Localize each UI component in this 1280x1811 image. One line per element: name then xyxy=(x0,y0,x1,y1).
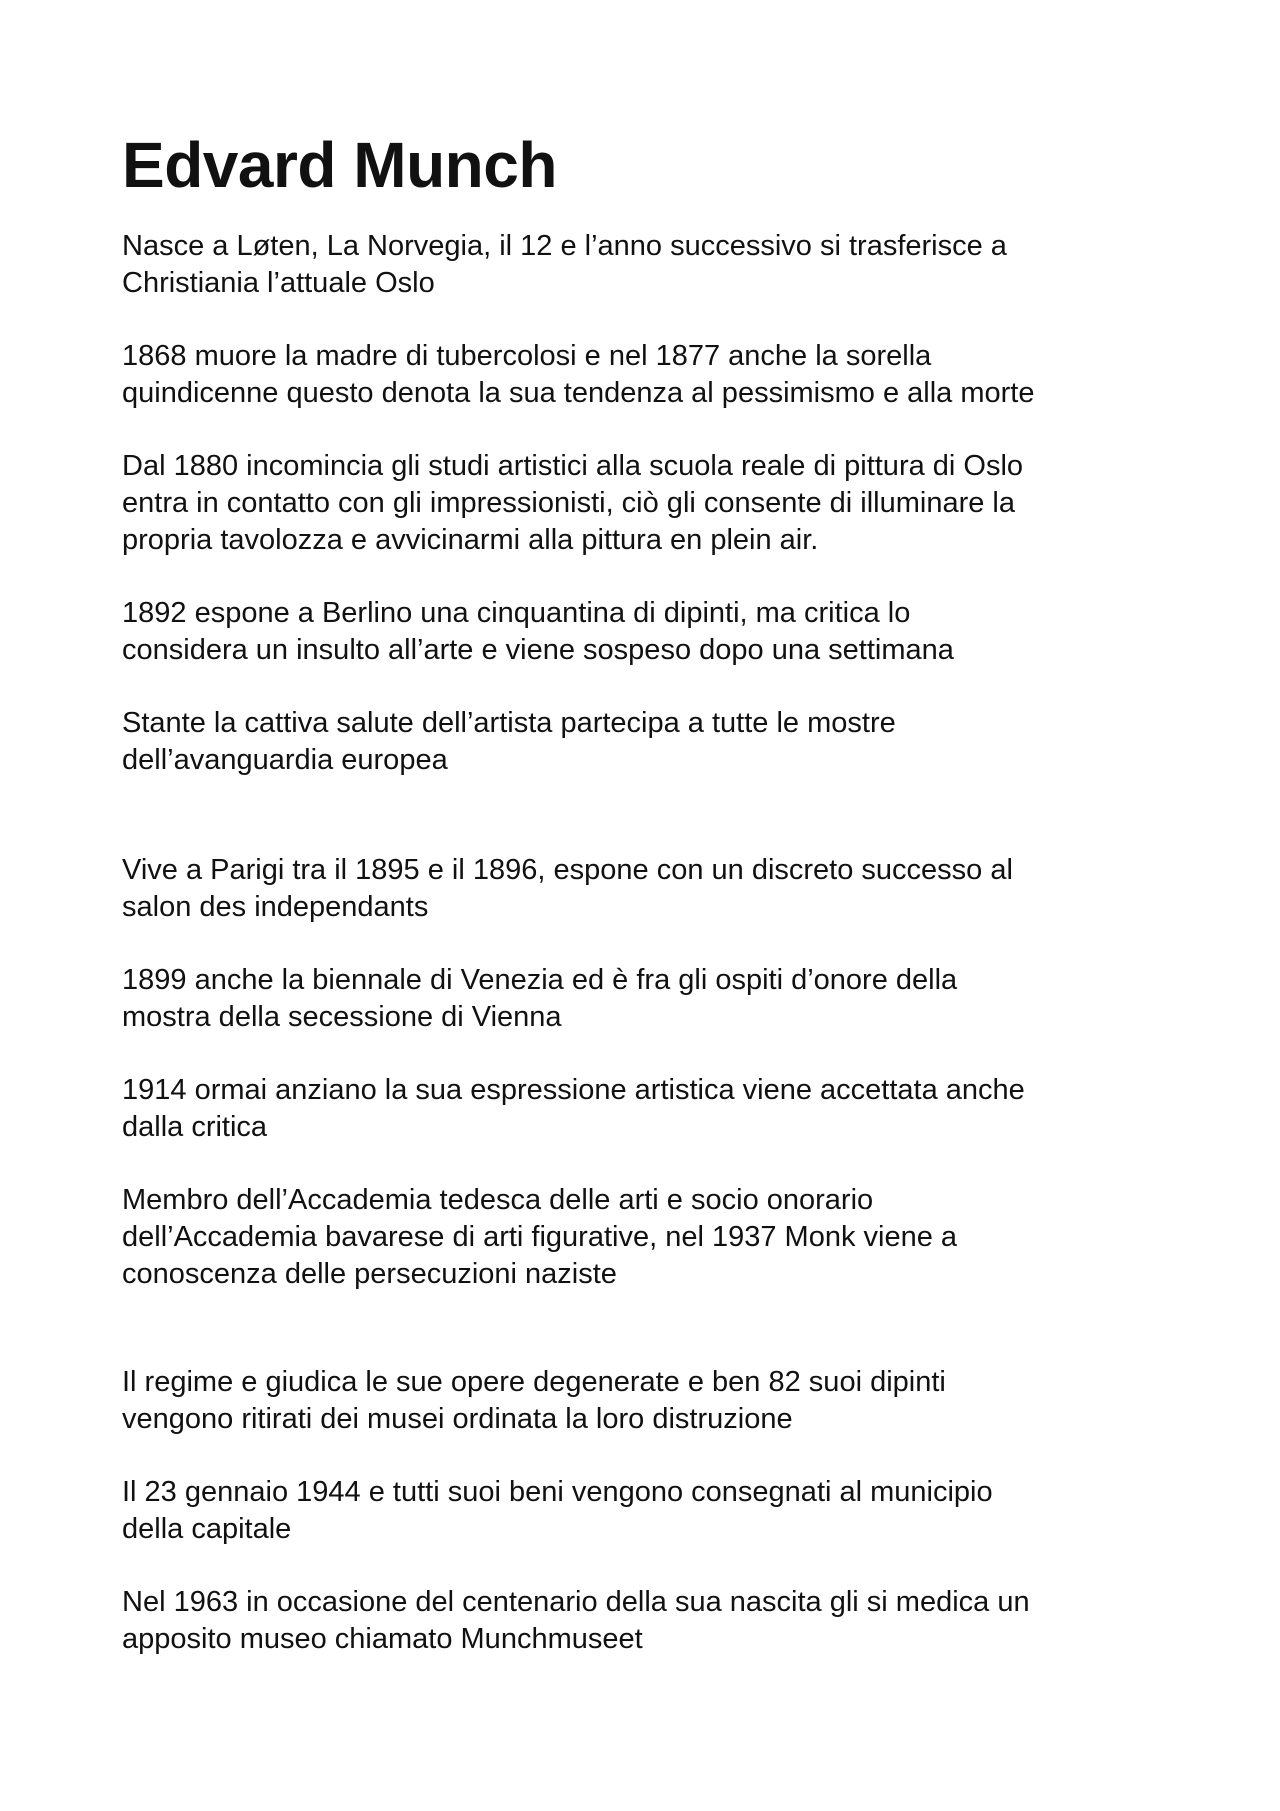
paragraph-1868 xyxy=(122,338,1182,412)
paragraph-line: dalla critica xyxy=(122,1111,268,1143)
paragraph-line: Vive a Parigi tra il 1895 e il 1896, espone con un discreto successo al xyxy=(122,854,1013,886)
paragraph-line: Dal 1880 incomincia gli studi artistici alla scuola reale di pittura di Oslo xyxy=(122,450,1024,482)
paragraph-health xyxy=(122,705,1182,779)
paragraph-1944 xyxy=(122,1474,1182,1548)
paragraph-line: dell’Accademia bavarese di arti figurative, nel 1937 Monk viene a xyxy=(122,1221,958,1253)
paragraph-line: Il 23 gennaio 1944 e tutti suoi beni vengono consegnati al municipio xyxy=(122,1476,993,1508)
paragraph-1892 xyxy=(122,595,1182,669)
paragraph-regime xyxy=(122,1364,1182,1438)
paragraph-line: Stante la cattiva salute dell’artista partecipa a tutte le mostre xyxy=(122,707,896,739)
paragraph-line: vengono ritirati dei musei ordinata la loro distruzione xyxy=(122,1403,793,1435)
paragraph-line: salon des independants xyxy=(122,891,429,923)
page-title: Edvard Munch xyxy=(122,129,557,201)
paragraph-line: mostra della secessione di Vienna xyxy=(122,1001,562,1033)
paragraph-line: 1892 espone a Berlino una cinquantina di dipinti, ma critica lo xyxy=(122,597,911,629)
paragraph-line: della capitale xyxy=(122,1513,292,1545)
paragraph-line: quindicenne questo denota la sua tendenza al pessimismo e alla morte xyxy=(122,377,1035,409)
paragraph-1880 xyxy=(122,448,1182,559)
paragraph-line: propria tavolozza e avvicinarmi alla pittura en plein air. xyxy=(122,524,819,556)
paragraph-line: 1899 anche la biennale di Venezia ed è fra gli ospiti d’onore della xyxy=(122,964,958,996)
paragraph-birth xyxy=(122,228,1182,302)
paragraph-line: 1868 muore la madre di tubercolosi e nel 1877 anche la sorella xyxy=(122,340,932,372)
paragraph-1899 xyxy=(122,962,1182,1036)
paragraph-accademia xyxy=(122,1182,1182,1293)
paragraph-line: conoscenza delle persecuzioni naziste xyxy=(122,1258,617,1290)
paragraph-line: Nel 1963 in occasione del centenario della sua nascita gli si medica un xyxy=(122,1586,1030,1618)
paragraph-line: dell’avanguardia europea xyxy=(122,744,448,776)
paragraph-line: Nasce a Løten, La Norvegia, il 12 e l’anno successivo si trasferisce a xyxy=(122,230,1007,262)
paragraph-line: Membro dell’Accademia tedesca delle arti e socio onorario xyxy=(122,1184,874,1216)
paragraph-line: apposito museo chiamato Munchmuseet xyxy=(122,1623,643,1655)
paragraph-1914 xyxy=(122,1072,1182,1146)
paragraph-line: 1914 ormai anziano la sua espressione artistica viene accettata anche xyxy=(122,1074,1025,1106)
paragraph-1963 xyxy=(122,1584,1182,1658)
paragraph-line: entra in contatto con gli impressionisti, ciò gli consente di illuminare la xyxy=(122,487,1015,519)
paragraph-line: Christiania l’attuale Oslo xyxy=(122,267,435,299)
paragraph-paris xyxy=(122,852,1182,926)
paragraph-line: considera un insulto all’arte e viene sospeso dopo una settimana xyxy=(122,634,954,666)
paragraph-line: Il regime e giudica le sue opere degenerate e ben 82 suoi dipinti xyxy=(122,1366,946,1398)
